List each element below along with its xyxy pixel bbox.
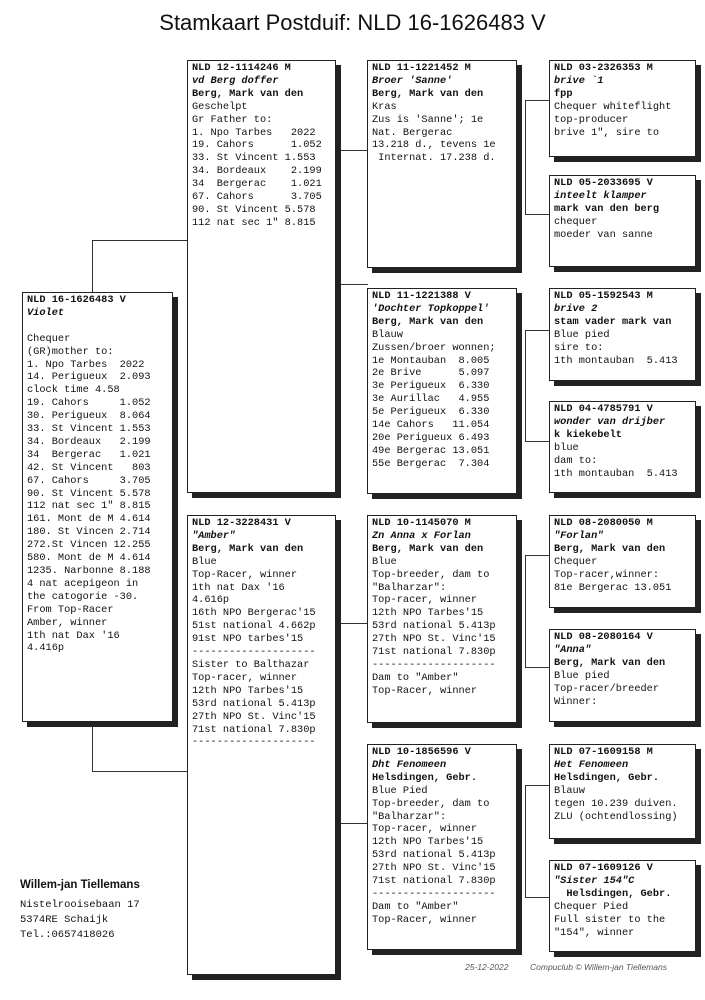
card-details: [27, 320, 169, 656]
pigeon-name: Zn Anna x Forlan: [372, 529, 471, 542]
card-detail-line: Chequer: [27, 332, 71, 345]
pigeon-name: "Amber": [192, 529, 236, 542]
card-detail-line: 90. St Vincent 5.578: [27, 487, 151, 500]
card-detail-line: [27, 320, 169, 333]
card-detail-line: 19. Cahors 1.052: [27, 397, 151, 410]
pedigree-card-fm: [367, 288, 517, 494]
card-detail-line: 1th montauban 5.413: [554, 354, 678, 367]
card-detail-line: blue: [554, 441, 579, 454]
card-detail-line: Blauw: [554, 784, 585, 797]
breeder-name: Berg, Mark van den: [192, 542, 304, 555]
card-detail-line: --------------------: [372, 887, 496, 900]
owner-name: Willem-jan Tiellemans: [20, 879, 140, 891]
pedigree-card-mother: [187, 515, 336, 975]
pigeon-name: 'Dochter Topkoppel': [372, 302, 490, 315]
ring-number: NLD 11-1221452 M: [372, 62, 471, 74]
card-detail-line: 1th nat Dax '16: [192, 581, 285, 594]
card-detail-line: 71st national 7.830p: [192, 723, 316, 736]
breeder-name: Berg, Mark van den: [372, 542, 484, 555]
card-detail-line: 33. St Vincent 1.553: [192, 152, 316, 165]
card-detail-line: chequer: [554, 215, 598, 228]
connector: [333, 823, 368, 824]
card-details: [372, 785, 513, 927]
card-detail-line: 13.218 d., tevens 1e: [372, 139, 496, 152]
card-detail-line: Top-Racer, winner: [192, 568, 298, 581]
pigeon-name: brive 2: [554, 302, 598, 315]
card-detail-line: 4.616p: [192, 594, 230, 607]
footer-credit: Compuclub © Willem-jan Tiellemans: [530, 962, 667, 972]
card-details: [554, 442, 692, 481]
card-details: [554, 785, 692, 824]
card-detail-line: Top-breeder, dam to: [372, 797, 490, 810]
card-detail-line: 42. St Vincent 803: [27, 461, 151, 474]
pedigree-card-mf: [367, 515, 517, 723]
card-detail-line: 91st NPO tarbes'15: [192, 633, 304, 646]
card-detail-line: 5e Perigueux 6.330: [372, 406, 490, 419]
card-detail-line: moeder van sanne: [554, 228, 653, 241]
card-details: [372, 329, 513, 471]
ring-number: NLD 08-2080050 M: [554, 517, 653, 529]
card-detail-line: Top-racer, winner: [192, 671, 298, 684]
card-detail-line: 30. Perigueux 8.064: [27, 410, 151, 423]
card-detail-line: Geschelpt: [192, 100, 248, 113]
card-detail-line: "154", winner: [554, 926, 635, 939]
card-detail-line: 19. Cahors 1.052: [192, 139, 322, 152]
pigeon-name: Dht Fenomeen: [372, 758, 447, 771]
card-details: [554, 556, 692, 595]
connector: [525, 555, 526, 667]
owner-street: Nistelrooisebaan 17: [20, 899, 140, 911]
breeder-name: stam vader mark van: [554, 315, 672, 328]
pedigree-card-fmm: [549, 401, 696, 493]
card-detail-line: 12th NPO Tarbes'15: [372, 607, 484, 620]
card-detail-line: 55e Bergerac 7.304: [372, 457, 490, 470]
card-detail-line: 34 Bergerac 1.021: [27, 448, 151, 461]
card-detail-line: Blue Pied: [372, 784, 428, 797]
card-detail-line: Amber, winner: [27, 616, 108, 629]
card-detail-line: 27th NPO St. Vinc'15: [372, 633, 496, 646]
pigeon-name: "Anna": [554, 643, 592, 656]
card-detail-line: 272.St Vincen 12.255: [27, 539, 151, 552]
card-detail-line: Chequer whiteflight: [554, 100, 672, 113]
card-detail-line: 3e Aurillac 4.955: [372, 393, 490, 406]
card-detail-line: 67. Cahors 3.705: [192, 191, 322, 204]
pedigree-card-mm: [367, 744, 517, 950]
ring-number: NLD 08-2080164 V: [554, 631, 653, 643]
pigeon-name: Broer 'Sanne': [372, 74, 453, 87]
card-detail-line: 51st national 4.662p: [192, 620, 316, 633]
card-detail-line: 3e Perigueux 6.330: [372, 380, 490, 393]
ring-number: NLD 05-1592543 M: [554, 290, 653, 302]
card-detail-line: 34. Bordeaux 2.199: [27, 435, 151, 448]
card-details: [192, 556, 332, 750]
card-details: [554, 216, 692, 242]
card-detail-line: 112 nat sec 1" 8.815: [192, 216, 316, 229]
card-detail-line: Zussen/broer wonnen;: [372, 341, 496, 354]
print-date: 25-12-2022: [465, 962, 509, 972]
connector: [525, 214, 550, 215]
ring-number: NLD 10-1145070 M: [372, 517, 471, 529]
card-detail-line: 34 Bergerac 1.021: [192, 178, 322, 191]
card-detail-line: 1th nat Dax '16: [27, 629, 120, 642]
breeder-name: Berg, Mark van den: [554, 656, 666, 669]
connector: [92, 722, 93, 772]
pedigree-card-fmf: [549, 288, 696, 381]
pigeon-name: brive `1: [554, 74, 604, 87]
card-details: [372, 101, 513, 166]
pedigree-card-mfm: [549, 629, 696, 722]
breeder-name: Berg, Mark van den: [192, 87, 304, 100]
card-detail-line: Top-Racer, winner: [372, 684, 478, 697]
breeder-name: Helsdingen, Gebr.: [554, 771, 660, 784]
pedigree-card-mmm: [549, 860, 696, 952]
card-details: [554, 101, 692, 140]
breeder-name: Berg, Mark van den: [554, 542, 666, 555]
breeder-name: fpp: [554, 87, 573, 100]
card-detail-line: 20e Perigueux 6.493: [372, 431, 490, 444]
pigeon-name: "Forlan": [554, 529, 604, 542]
pedigree-card-ff: [367, 60, 517, 268]
pedigree-card-subject: [22, 292, 173, 722]
card-details: [554, 670, 692, 709]
ring-number: NLD 07-1609126 V: [554, 862, 653, 874]
card-detail-line: Blue: [372, 555, 397, 568]
card-detail-line: Sister to Balthazar: [192, 658, 310, 671]
card-detail-line: tegen 10.239 duiven.: [554, 797, 678, 810]
connector: [525, 100, 550, 101]
card-detail-line: "Balharzar":: [372, 810, 447, 823]
card-detail-line: 49e Bergerac 13.051: [372, 444, 490, 457]
card-detail-line: 53rd national 5.413p: [192, 697, 316, 710]
pedigree-card-father: [187, 60, 336, 493]
card-details: [192, 101, 332, 230]
card-detail-line: 27th NPO St. Vinc'15: [192, 710, 316, 723]
breeder-name: mark van den berg: [554, 202, 660, 215]
card-detail-line: Blue pied: [554, 669, 610, 682]
card-detail-line: Top-Racer, winner: [372, 913, 478, 926]
card-detail-line: brive 1", sire to: [554, 126, 660, 139]
connector: [525, 785, 526, 898]
ring-number: NLD 12-3228431 V: [192, 517, 291, 529]
card-detail-line: 12th NPO Tarbes'15: [192, 684, 304, 697]
card-detail-line: 34. Bordeaux 2.199: [192, 165, 322, 178]
card-detail-line: Dam to "Amber": [372, 671, 459, 684]
card-detail-line: 90. St Vincent 5.578: [192, 203, 316, 216]
ring-number: NLD 04-4785791 V: [554, 403, 653, 415]
breeder-name: Berg, Mark van den: [372, 87, 484, 100]
card-detail-line: Top-breeder, dam to: [372, 568, 490, 581]
card-detail-line: ZLU (ochtendlossing): [554, 810, 678, 823]
breeder-name: Helsdingen, Gebr.: [554, 887, 672, 900]
owner-city: 5374RE Schaijk: [20, 914, 109, 926]
card-detail-line: Gr Father to:: [192, 113, 273, 126]
ring-number: NLD 05-2033695 V: [554, 177, 653, 189]
ring-number: NLD 12-1114246 M: [192, 62, 291, 74]
card-detail-line: Chequer Pied: [554, 900, 629, 913]
card-detail-line: 1. Npo Tarbes 2022: [27, 358, 145, 371]
card-detail-line: Blue: [192, 555, 217, 568]
card-detail-line: 4.416p: [27, 642, 65, 655]
card-detail-line: Kras: [372, 100, 397, 113]
connector: [525, 100, 526, 214]
breeder-name: Berg, Mark van den: [372, 315, 484, 328]
card-detail-line: 14e Cahors 11.054: [372, 419, 490, 432]
card-detail-line: Dam to "Amber": [372, 900, 459, 913]
connector: [525, 330, 526, 442]
connector: [525, 897, 550, 898]
pedigree-card-mmf: [549, 744, 696, 839]
card-detail-line: Top-racer,winner:: [554, 568, 660, 581]
ring-number: NLD 11-1221388 V: [372, 290, 471, 302]
card-details: [554, 329, 692, 368]
breeder-name: k kiekebelt: [554, 428, 622, 441]
card-detail-line: 12th NPO Tarbes'15: [372, 836, 484, 849]
card-detail-line: 1235. Narbonne 8.188: [27, 565, 151, 578]
card-detail-line: dam to:: [554, 454, 598, 467]
card-detail-line: Blauw: [372, 328, 403, 341]
card-detail-line: --------------------: [192, 646, 316, 659]
card-detail-line: 580. Mont de M 4.614: [27, 552, 151, 565]
ring-number: NLD 16-1626483 V: [27, 294, 126, 306]
pigeon-name: Het Fenomeen: [554, 758, 629, 771]
card-detail-line: 27th NPO St. Vinc'15: [372, 862, 496, 875]
pigeon-name: Violet: [27, 306, 65, 319]
card-detail-line: 16th NPO Bergerac'15: [192, 607, 316, 620]
ring-number: NLD 07-1609158 M: [554, 746, 653, 758]
ring-number: NLD 03-2326353 M: [554, 62, 653, 74]
card-detail-line: 112 nat sec 1" 8.815: [27, 500, 151, 513]
card-detail-line: --------------------: [192, 736, 316, 749]
pigeon-name: "Sister 154"C: [554, 874, 635, 887]
connector: [525, 330, 550, 331]
card-detail-line: Chequer: [554, 555, 598, 568]
card-detail-line: 67. Cahors 3.705: [27, 474, 151, 487]
card-details: [372, 556, 513, 698]
card-detail-line: 1th montauban 5.413: [554, 467, 678, 480]
breeder-name: Helsdingen, Gebr.: [372, 771, 478, 784]
connector: [525, 555, 550, 556]
card-detail-line: 1e Montauban 8.005: [372, 354, 490, 367]
card-detail-line: top-producer: [554, 113, 629, 126]
pigeon-name: inteelt klamper: [554, 189, 647, 202]
card-detail-line: 180. St Vincen 2.714: [27, 526, 151, 539]
card-detail-line: From Top-Racer: [27, 603, 114, 616]
card-detail-line: Winner:: [554, 695, 598, 708]
pigeon-name: vd Berg doffer: [192, 74, 279, 87]
card-detail-line: clock time 4.58: [27, 384, 120, 397]
card-detail-line: Zus is 'Sanne'; 1e: [372, 113, 484, 126]
pedigree-card-fff: [549, 60, 696, 157]
card-detail-line: "Balharzar":: [372, 581, 447, 594]
card-detail-line: 81e Bergerac 13.051: [554, 581, 672, 594]
owner-phone: Tel.:0657418026: [20, 929, 115, 941]
connector: [525, 441, 550, 442]
card-detail-line: (GR)mother to:: [27, 345, 114, 358]
card-details: [554, 901, 692, 940]
connector: [525, 785, 550, 786]
card-detail-line: 53rd national 5.413p: [372, 620, 496, 633]
card-detail-line: Top-racer, winner: [372, 823, 478, 836]
pedigree-card-ffm: [549, 175, 696, 267]
card-detail-line: Full sister to the: [554, 913, 666, 926]
card-detail-line: Internat. 17.238 d.: [372, 152, 496, 165]
connector: [92, 240, 93, 294]
card-detail-line: 71st national 7.830p: [372, 875, 496, 888]
page-title: Stamkaart Postduif: NLD 16-1626483 V: [159, 10, 546, 35]
card-detail-line: 53rd national 5.413p: [372, 849, 496, 862]
ring-number: NLD 10-1856596 V: [372, 746, 471, 758]
card-detail-line: 161. Mont de M 4.614: [27, 513, 151, 526]
card-detail-line: Nat. Bergerac: [372, 126, 453, 139]
pedigree-card-mff: [549, 515, 696, 608]
card-detail-line: the catogorie -30.: [27, 590, 139, 603]
connector: [525, 667, 550, 668]
card-detail-line: 2e Brive 5.097: [372, 367, 490, 380]
card-detail-line: 71st national 7.830p: [372, 646, 496, 659]
owner-contact: [20, 878, 140, 943]
card-detail-line: Top-racer, winner: [372, 594, 478, 607]
card-detail-line: sire to:: [554, 341, 604, 354]
card-detail-line: Top-racer/breeder: [554, 682, 660, 695]
card-detail-line: 14. Perigueux 2.093: [27, 371, 151, 384]
card-detail-line: --------------------: [372, 658, 496, 671]
card-detail-line: 4 nat acepigeon in: [27, 577, 139, 590]
card-detail-line: 1. Npo Tarbes 2022: [192, 126, 316, 139]
pigeon-name: wonder van drijber: [554, 415, 666, 428]
card-detail-line: Blue pied: [554, 328, 610, 341]
connector: [92, 771, 189, 772]
card-detail-line: 33. St Vincent 1.553: [27, 423, 151, 436]
connector: [92, 240, 189, 241]
